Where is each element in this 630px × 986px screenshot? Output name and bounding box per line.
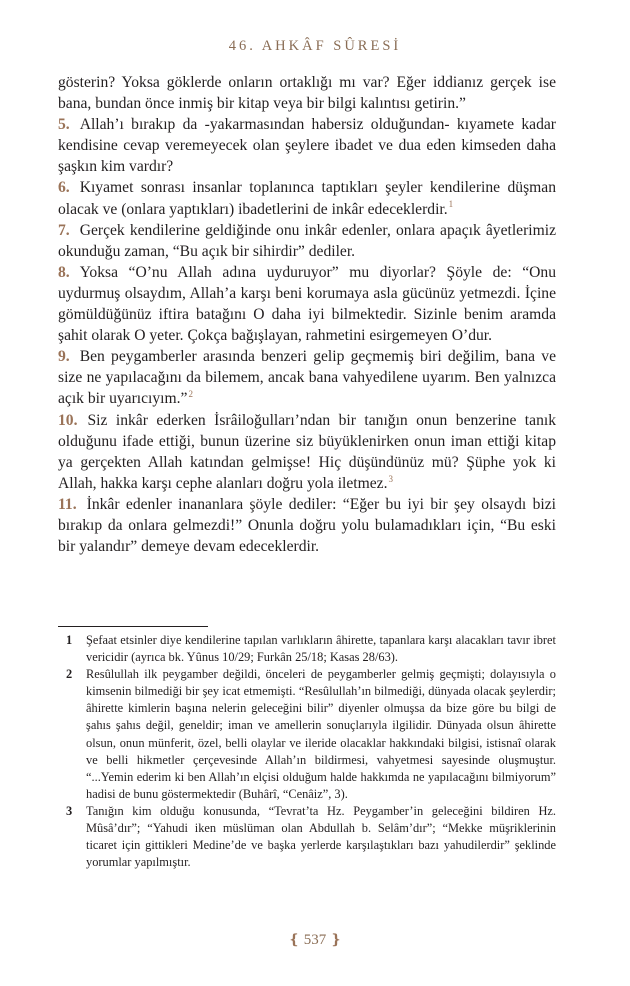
continuation-paragraph: gösterin? Yoksa göklerde onların ortaklığı mı var? Eğer iddianız gerçek ise bana, bundan önce inmiş bir kitap veya bir bilgi kalıntısı getirin.” xyxy=(58,74,556,113)
ornament-left: ❴ xyxy=(288,933,300,948)
footnote-text: Resûlullah ilk peygamber değildi, önceleri de peygamberler gelmiş geçmişti; dolayısıyla o kimsenin bilmediği bir şey icat etmemişti. “Resûlullah’ın bilmediği, dünyada olacak şeylerdir; âhirette kimlerin başına nelerin geleceğini bilir” diyenler olmuşsa da bize göre bu bilgi de şahıs şahıs değil, geneldir; iman ve amellerin sonuçlarıyla ilgilidir. Dünyada olsun âhirette olsun, onun münferit, özel, belli olaylar ve ileride olacaklar hakkındaki bilgisi, istisnaî olarak ve belli hikmetler çerçevesinde Allah’ın bildirmesi, vahyetmesi sayesinde oluşmuştur. “...Yemin ederim ki ben Allah’ın elçisi olduğum halde hakkımda ne yapılacağını bilmiyorum” hadisi de bunu göstermektedir (Buhârî, “Cenâiz”, 3). xyxy=(86,667,556,801)
page-number: 537 xyxy=(303,932,327,948)
verse-list xyxy=(58,114,556,557)
verse-text: Gerçek kendilerine geldiğinde onu inkâr edenler, onlara apaçık âyetlerimiz okunduğu zaman, “Bu açık bir sihirdir” dediler. xyxy=(58,221,556,260)
verse xyxy=(58,494,556,557)
footnote-text: Tanığın kim olduğu konusunda, “Tevrat’ta Hz. Peygamber’in geleceğini bildiren Hz. Mûsâ’dır”; “Yahudi iken müslüman olan Abdullah b. Selâm’dır”; “Mekke müşriklerinin ticaret için gittikleri Medine’de ve başka yerlerde karşılaştıkları bazı yahudilerdir” şeklinde yorumlar yapılmıştır. xyxy=(86,803,556,870)
footnote-number: 1 xyxy=(66,633,73,647)
footnote xyxy=(58,666,556,803)
verse-number: 9. xyxy=(58,348,70,366)
footnote-text: Şefaat etsinler diye kendilerine tapılan varlıkların âhirette, tapanlara karşı alacakları tavır ibret vericidir (ayrıca bk. Yûnus 10/29; Furkân 25/18; Kasas 28/63). xyxy=(86,633,556,665)
footnote xyxy=(58,632,556,666)
verse-number: 5. xyxy=(58,116,70,134)
footnote xyxy=(58,803,556,871)
footnote-divider xyxy=(58,626,208,627)
footnote-marker: 3 xyxy=(388,473,394,484)
verse-number: 8. xyxy=(58,263,70,281)
footnote-number: 2 xyxy=(66,667,73,682)
footnote-number: 3 xyxy=(66,803,73,818)
verse-number: 10. xyxy=(58,411,78,429)
verse xyxy=(58,220,556,262)
footnote-marker: 2 xyxy=(188,389,193,400)
verse-text: Allah’ı bırakıp da -yakarmasından habersiz olduğundan- kıyamete kadar kendisine cevap veremeyecek olan şeylere ibadet ve dua eden kimseden daha şaşkın kim vardır? xyxy=(58,116,556,176)
verse xyxy=(58,346,556,409)
running-head: 46. AHKÂF SÛRESİ xyxy=(228,38,402,54)
verse xyxy=(58,114,556,177)
verse-number: 6. xyxy=(58,179,70,197)
main-text xyxy=(58,72,556,557)
footnotes xyxy=(58,632,556,871)
verse-text: Yoksa “O’nu Allah adına uyduruyor” mu diyorlar? Şöyle de: “Onu uydurmuş olsaydım, Allah’a karşı beni korumaya asla gücünüz yetmezdi. İçine gömüldüğünüz iftira batağını O daha iyi bilmektedir. Sizinle benim aramda şahit olarak O yeter. Çokça bağışlayan, rahmetini esirgemeyen O’dur. xyxy=(58,263,556,345)
page-number-block xyxy=(0,932,630,949)
verse xyxy=(58,262,556,346)
verse-number: 11. xyxy=(58,495,77,513)
verse-text: İnkâr edenler inananlara şöyle dediler: “Eğer bu iyi bir şey olsaydı bizi bırakıp da onlara gelmezdi!” Onunla doğru yolu bulamadıkları için, “Bu eski bir yalandır” demeye devam edeceklerdir. xyxy=(58,495,556,556)
verse-number: 7. xyxy=(58,221,70,239)
verse-text: Ben peygamberler arasında benzeri gelip geçmemiş biri değilim, bana ve size ne yapılacağını da bilemem, ancak bana vahyedilene uyarım. Ben yalnızca açık bir uyarıcıyım.” xyxy=(58,348,556,408)
ornament-right: ❵ xyxy=(330,933,342,948)
verse-text: Kıyamet sonrası insanlar toplanınca taptıkları şeyler kendilerine düşman olacak ve (onlara yaptıkları) ibadetlerini de inkâr edeceklerdir. xyxy=(58,179,556,218)
verse xyxy=(58,177,556,219)
verse-text: Siz inkâr ederken İsrâiloğulları’ndan bir tanığın onun benzerine tanık olduğunu ifade ettiği, bunun üzerine siz büyüklenirken onun iman ettiği kitap ya gerçekten Allah katından gelmişse! Hiç düşündünüz mü? Şüphe yok ki Allah, hakka karşı cephe alanları doğru yola iletmez. xyxy=(58,411,556,492)
footnote-marker: 1 xyxy=(448,199,454,210)
verse xyxy=(58,410,556,494)
